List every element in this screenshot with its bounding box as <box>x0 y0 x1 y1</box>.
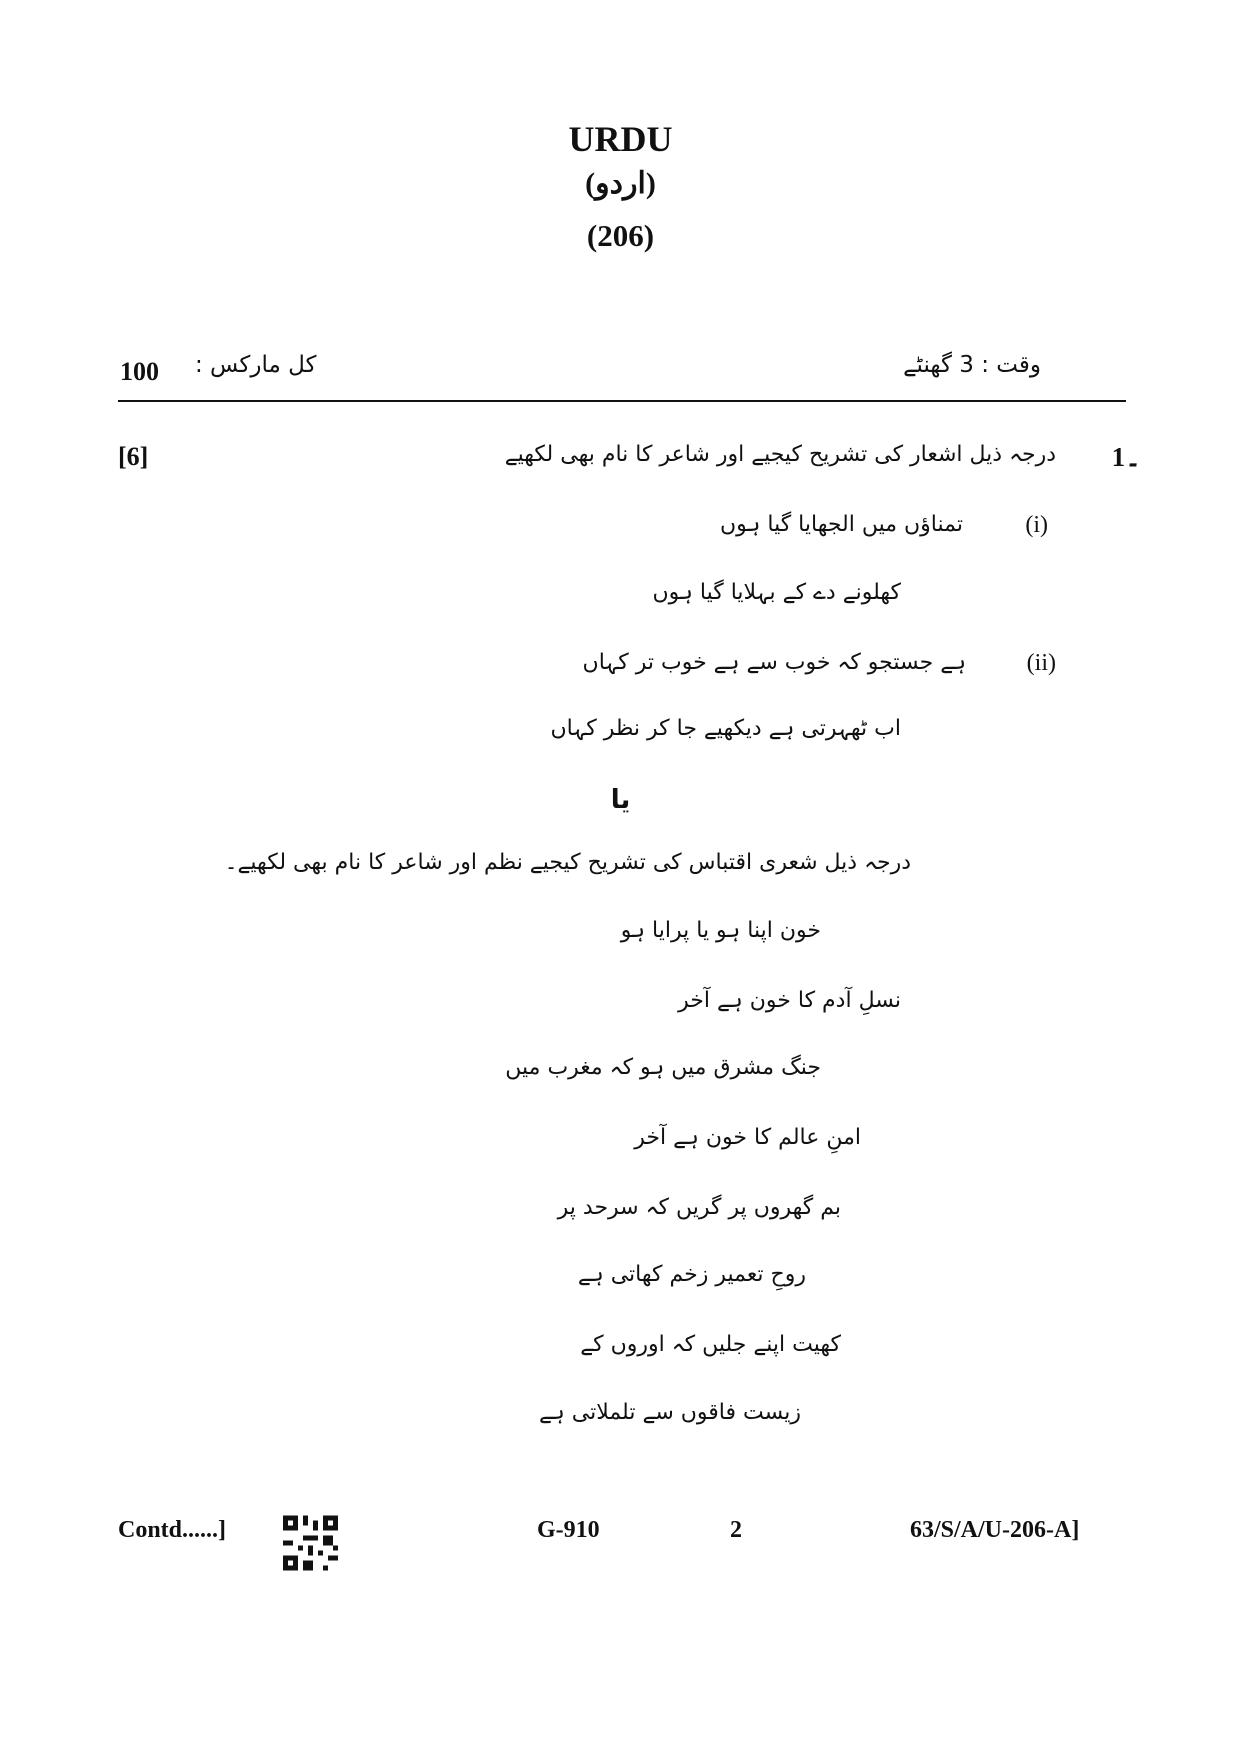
couplet-ii-line-1: ہے جستجو کہ خوب سے ہے خوب تر کہاں <box>582 650 966 675</box>
poem-line: نسلِ آدم کا خون ہے آخر <box>678 988 901 1013</box>
question-instruction: درجہ ذیل اشعار کی تشریح کیجیے اور شاعر کا نام بھی لکھیے <box>504 442 1056 467</box>
couplet-i-line-1: تمناؤں میں الجھایا گیا ہوں <box>719 512 963 537</box>
couplet-i-line-2: کھلونے دے کے بہلایا گیا ہوں <box>652 580 901 605</box>
subject-title-urdu: (اردو) <box>585 167 656 200</box>
series-code: G-910 <box>537 1517 600 1543</box>
time-allowed: وقت : 3 گھنٹے <box>903 352 1041 378</box>
couplet-label-i: (i) <box>1025 512 1048 538</box>
poem-line: روحِ تعمیر زخم کھاتی ہے <box>577 1262 806 1287</box>
alternative-instruction: درجہ ذیل شعری اقتباس کی تشریح کیجیے نظم اور شاعر کا نام بھی لکھیے۔ <box>224 850 911 875</box>
header-divider <box>118 400 1126 402</box>
poem-line: کھیت اپنے جلیں کہ اوروں کے <box>580 1332 841 1357</box>
question-marks: [6] <box>118 442 149 471</box>
max-marks-label: کل مارکس : <box>195 352 317 378</box>
couplet-label-ii: (ii) <box>1026 650 1056 676</box>
poem-line: امنِ عالم کا خون ہے آخر <box>634 1125 861 1150</box>
qr-code-icon <box>283 1514 338 1572</box>
subject-title: URDU <box>568 119 673 159</box>
poem-line: بم گھروں پر گریں کہ سرحد پر <box>557 1195 841 1220</box>
question-number: 1۔ <box>1111 442 1141 472</box>
page-number: 2 <box>730 1517 742 1543</box>
continued-marker: Contd......] <box>118 1517 227 1543</box>
paper-code: 63/S/A/U-206-A] <box>910 1517 1080 1543</box>
couplet-ii-line-2: اب ٹھہرتی ہے دیکھیے جا کر نظر کہاں <box>550 716 901 741</box>
poem-line: جنگ مشرق میں ہو کہ مغرب میں <box>505 1055 821 1080</box>
poem-line: زیست فاقوں سے تلملاتی ہے <box>538 1400 801 1425</box>
poem-line: خون اپنا ہو یا پرایا ہو <box>620 918 821 943</box>
or-separator: یا <box>610 785 631 815</box>
max-marks-value: 100 <box>120 357 159 386</box>
subject-code: (206) <box>586 218 655 253</box>
